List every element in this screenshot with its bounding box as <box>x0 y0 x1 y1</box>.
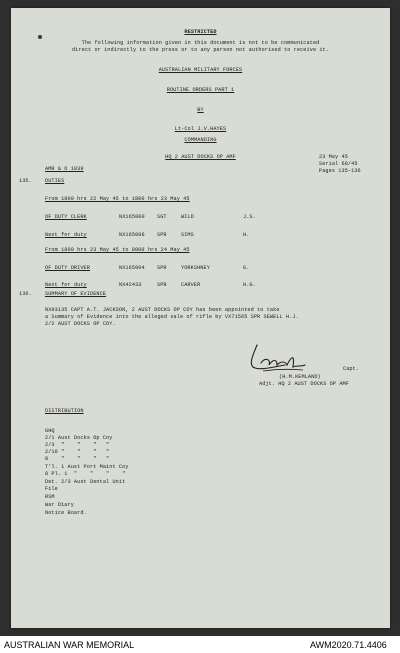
duty-role: Next for duty <box>45 232 87 238</box>
orders-title: ROUTINE ORDERS PART 1 <box>166 87 235 93</box>
duty-period: From 1800 hrs 23 May 45 to 0800 hrs 24 May 45 <box>45 247 190 253</box>
duty-name: YORKSHNEY <box>181 265 210 271</box>
summary-body-line: NX93135 CAPT A.T. JACKSON, 2 AUST DOCKS OP COY has been appointed to take <box>45 307 280 313</box>
duty-initials: H. <box>243 232 250 238</box>
duty-role: OF DUTY CLERK <box>45 214 87 220</box>
distribution-item: 2/3 " " " " <box>45 442 110 448</box>
classification-heading: RESTRICTED <box>184 29 217 35</box>
duty-rank: SGT <box>157 214 167 220</box>
duty-number: NX165004 <box>119 265 145 271</box>
document-page <box>11 8 390 628</box>
duty-number: NX165006 <box>119 232 145 238</box>
distribution-item: Notice Board. <box>45 510 87 516</box>
duty-name: CARVER <box>181 282 201 288</box>
signature-name: (H.M.KEMLAND) <box>279 374 321 380</box>
distribution-item: File <box>45 486 58 492</box>
archive-footer <box>0 636 400 653</box>
duty-rank: SPR <box>157 282 167 288</box>
distribution-item: 8 " " " " <box>45 456 110 462</box>
distribution-item: 8 Pl. 1 " " " " <box>45 471 126 477</box>
officer-role: COMMANDING <box>184 137 217 143</box>
duty-initials: J.S. <box>243 214 256 220</box>
reference: AMR & O 1939 <box>45 166 84 172</box>
warning-line-2: direct or indirectly to the press or to any person not authorised to receive it. <box>71 47 330 53</box>
signature-title: Adjt. HQ 2 AUST DOCKS OP AMF <box>259 381 349 387</box>
duty-rank: SPR <box>157 232 167 238</box>
order-serial: Serial 68/45 <box>319 161 358 167</box>
footer-institution: AUSTRALIAN WAR MEMORIAL <box>4 640 135 650</box>
unit-name: HQ 2 AUST DOCKS OP AMF <box>165 154 236 160</box>
distribution-item: GHQ <box>45 428 55 434</box>
distribution-item: 2/1 Aust Docks Op Coy <box>45 435 113 441</box>
duty-initials: H.G. <box>243 282 256 288</box>
distribution-item: 2/10 " " " " <box>45 449 110 455</box>
handwritten-signature <box>243 341 313 375</box>
punch-hole <box>38 35 42 39</box>
section-number: 135. <box>19 178 32 184</box>
duty-period: From 1800 hrs 22 May 45 to 1800 hrs 23 May 45 <box>45 196 190 202</box>
distribution-item: Det. 2/3 Aust Dental Unit <box>45 479 126 485</box>
order-date: 23 May 45 <box>319 154 348 160</box>
summary-body-line: a Summary of Evidence into the alleged sale of rifle by VX71565 SPR SEWELL H.J. <box>45 314 299 320</box>
duty-number: NX165000 <box>119 214 145 220</box>
distribution-item: RSM <box>45 494 55 500</box>
duty-rank: SPR <box>157 265 167 271</box>
force-heading: AUSTRALIAN MILITARY FORCES <box>158 67 243 73</box>
duty-initials: G. <box>243 265 250 271</box>
distribution-item: War Diary <box>45 502 74 508</box>
by-line: BY <box>197 107 204 113</box>
duty-role: Next for duty <box>45 282 87 288</box>
duty-name: WILD <box>181 214 194 220</box>
section-number: 136. <box>19 291 32 297</box>
warning-line-1: The following information given in this document is not to be communicated <box>81 40 320 46</box>
officer-name: Lt-Col J.V.HAYES <box>174 126 227 132</box>
section-title: SUMMARY OF EVIDENCE <box>45 291 107 297</box>
order-pages: Pages 135-136 <box>319 168 361 174</box>
signature-rank: Capt. <box>343 366 360 372</box>
distribution-item: T'l. 1 Aust Port Maint Coy <box>45 464 129 470</box>
footer-accession-number: AWM2020.71.4406 <box>310 640 387 650</box>
section-title: DUTIES <box>45 178 65 184</box>
duty-role: OF DUTY DRIVER <box>45 265 90 271</box>
distribution-title: DISTRIBUTION <box>45 408 84 414</box>
duty-name: SIMS <box>181 232 194 238</box>
summary-body-line: 2/2 AUST DOCKS OP COY. <box>45 321 116 327</box>
duty-number: NX42433 <box>119 282 142 288</box>
